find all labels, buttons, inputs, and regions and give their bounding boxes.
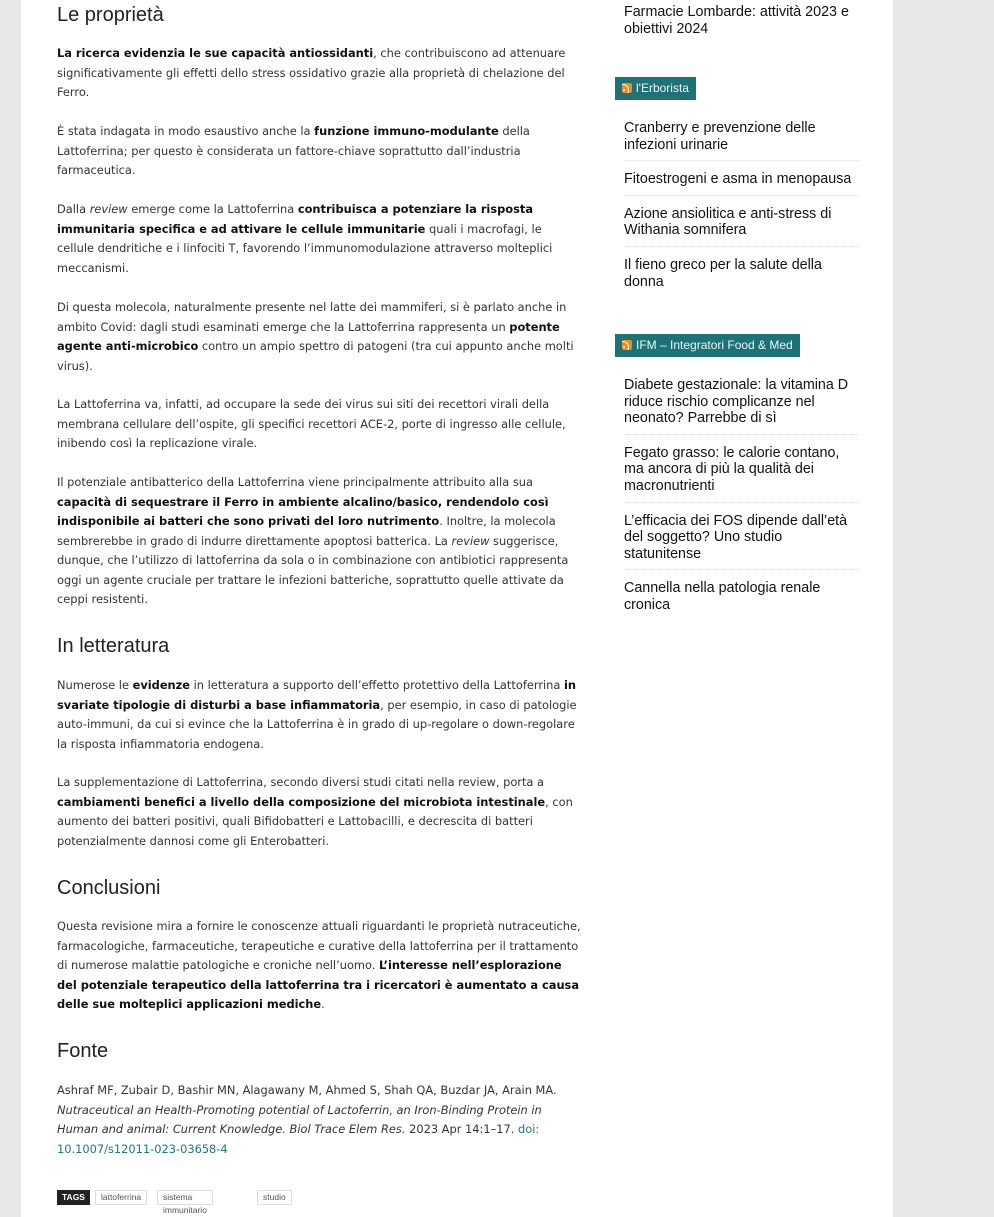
article-paragraph	[57, 676, 581, 754]
divider	[624, 434, 859, 435]
bold-text: evidenze	[132, 678, 191, 692]
article-paragraph	[57, 122, 581, 181]
bold-text: funzione immuno-modulante	[314, 124, 499, 138]
divider	[624, 569, 859, 570]
sidebar-top-link[interactable]: Farmacie Lombarde: attività 2023 e obiettivi 2024	[624, 4, 849, 37]
text-run: . Inoltre, la molecola sembrerebbe in grado di indurre direttamente apoptosi batterica. La	[57, 514, 556, 548]
text-run: , che contribuiscono ad attenuare significativamente gli effetti dello stress ossidativo grazie alla proprietà di chelazione del Ferro.	[57, 46, 566, 99]
text-run: emerge come la Lattoferrina	[127, 202, 298, 216]
source-citation	[57, 1081, 569, 1159]
tag-lattoferrina[interactable]: lattoferrina	[95, 1190, 147, 1205]
text-run: Il potenziale antibatterico della Lattoferrina viene principalmente attribuito alla sua	[57, 475, 533, 489]
sidebar-item[interactable]: Diabete gestazionale: la vitamina D riduce rischio complicanze nel neonato? Parrebbe di sì	[624, 377, 849, 427]
section-heading-source: Fonte	[57, 1040, 109, 1062]
text-run: , con aumento dei batteri positivi, quali Bifidobatteri e Lattobacilli, e decrescita di batteri potenzialmente dannosi come gli Enterobatteri.	[57, 794, 573, 848]
rss-icon	[622, 340, 632, 350]
text-run: .	[321, 997, 325, 1011]
article-paragraph	[57, 44, 581, 103]
text-run: della Lattoferrina; per questo è considerata un fattore-chiave soprattutto dall’industria farmaceutica.	[57, 124, 530, 177]
sidebar-item[interactable]: Cannella nella patologia renale cronica	[624, 580, 821, 613]
text-run: Questa revisione mira a fornire le conoscenze attuali riguardanti le proprietà nutraceutiche, farmacologiche, farmaceutiche, terapeutiche e curative della lattoferrina per il trattamento di numerose malattie patologiche e croniche nell’uomo.	[57, 919, 581, 972]
text-run: quali i macrofagi, le cellule dendritiche e i linfociti T, favorendo l’immunomodulazione attraverso molteplici meccanismi.	[57, 221, 553, 275]
bold-text: contribuisca a potenziare la risposta immunitaria specifica e ad attivare le cellule immunitarie	[57, 202, 534, 236]
bold-text: potente agente anti-microbico	[57, 319, 560, 353]
article-paragraph	[57, 200, 581, 278]
page	[21, 0, 893, 1217]
text-run: La Lattoferrina va, infatti, ad occupare la sede dei virus sui siti dei recettori virali della membrana cellulare dell’ospite, gli specifici recettori ACE-2, porte di ingresso alle cellule, inibendo così la replicazione virale.	[57, 397, 566, 450]
divider	[624, 502, 859, 503]
text-run: 2023 Apr 14:1–17.	[405, 1122, 519, 1136]
text-run: È stata indagata in modo esaustivo anche la	[57, 124, 315, 138]
italic-text: Nutraceutical an Health-Promoting potential of Lactoferrin, an Iron-Binding Protein in Human and animal: Current Knowledge. Biol Trace Elem Res.	[57, 1102, 542, 1136]
divider	[624, 160, 859, 161]
italic-text: review	[451, 533, 490, 548]
rss-icon	[622, 83, 632, 93]
widget-title-label: l'Erborista	[636, 81, 689, 95]
article-paragraph	[57, 298, 581, 376]
tags-label: TAGS	[57, 1190, 90, 1205]
text-run: Di questa molecola, naturalmente presente nel latte dei mammiferi, si è parlato anche in ambito Covid: dagli studi esaminati emerge che la Lattoferrina rappresenta un	[57, 300, 567, 334]
section-heading-properties: Le proprietà	[57, 4, 164, 26]
divider	[624, 195, 859, 196]
widget-list-erborista	[615, 120, 859, 297]
bold-text: capacità di sequestrare il Ferro in ambiente alcalino/basico, rendendolo così indisponibile ai batteri che sono privati del loro nutrimento	[57, 494, 549, 528]
widget-title-ifm[interactable]	[615, 334, 800, 357]
divider	[624, 246, 859, 247]
article-paragraph	[57, 773, 581, 851]
text-run: suggerisce, dunque, che l’utilizzo di lattoferrina da sola o in combinazione con antibiotici rappresenta oggi un agente cruciale per trattare le infezioni batteriche, soprattutto quelle attivate da ceppi resistenti.	[57, 533, 569, 606]
sidebar-item[interactable]: Il fieno greco per la salute della donna	[624, 256, 822, 290]
text-run: , per esempio, in caso di patologie auto-immuni, da cui si evince che la Lattoferrina è in grado di up-regolare o down-regolare la risposta infiammatoria endogena.	[57, 697, 577, 751]
article-paragraph	[57, 395, 581, 454]
article-paragraph	[57, 473, 581, 610]
sidebar-item[interactable]: Fegato grasso: le calorie contano, ma ancora di più la qualità dei macronutrienti	[624, 444, 840, 494]
sidebar-item[interactable]: Azione ansiolitica e anti-stress di Withania somnifera	[624, 205, 832, 239]
bold-text: La ricerca evidenzia le sue capacità antiossidanti	[57, 46, 374, 60]
text-run: in letteratura a supporto dell’effetto protettivo della Lattoferrina	[190, 678, 564, 692]
bold-text: in svariate tipologie di disturbi a base infiammatoria	[57, 678, 576, 712]
section-heading-literature: In letteratura	[57, 635, 170, 657]
section-heading-conclusions: Conclusioni	[57, 877, 161, 899]
text-run: Dalla	[57, 202, 90, 216]
tag-studio[interactable]: studio	[257, 1190, 292, 1205]
text-run: Numerose le	[57, 678, 133, 692]
text-run: Ashraf MF, Zubair D, Bashir MN, Alagawany M, Ahmed S, Shah QA, Buzdar JA, Arain MA.	[57, 1083, 557, 1097]
widget-title-label: IFM – Integratori Food & Med	[636, 338, 793, 352]
widget-title-erborista[interactable]	[615, 77, 696, 100]
sidebar-item[interactable]: Fitoestrogeni e asma in menopausa	[624, 171, 852, 188]
article-paragraph	[57, 917, 581, 1015]
text-run: contro un ampio spettro di patogeni (tra cui appunto anche molti virus).	[57, 339, 574, 373]
sidebar-item[interactable]: Cranberry e prevenzione delle infezioni urinarie	[624, 120, 816, 153]
sidebar-item[interactable]: L’efficacia dei FOS dipende dall’età del soggetto? Uno studio statunitense	[624, 512, 848, 562]
text-run: La supplementazione di Lattoferrina, secondo diversi studi citati nella review, porta a	[57, 775, 545, 789]
widget-list-ifm	[615, 377, 859, 621]
doi-link[interactable]: doi: 10.1007/s12011-023-03658-4	[57, 1122, 540, 1156]
italic-text: review	[89, 202, 128, 216]
bold-text: L’interesse nell’esplorazione del potenziale terapeutico della lattoferrina tra i ricercatori è aumentato a causa delle sue molteplici applicazioni mediche	[57, 958, 580, 1011]
bold-text: cambiamenti benefici a livello della composizione del microbiota intestinale	[57, 794, 546, 809]
tag-sistema-immunitario[interactable]: sistema immunitario	[157, 1190, 213, 1205]
